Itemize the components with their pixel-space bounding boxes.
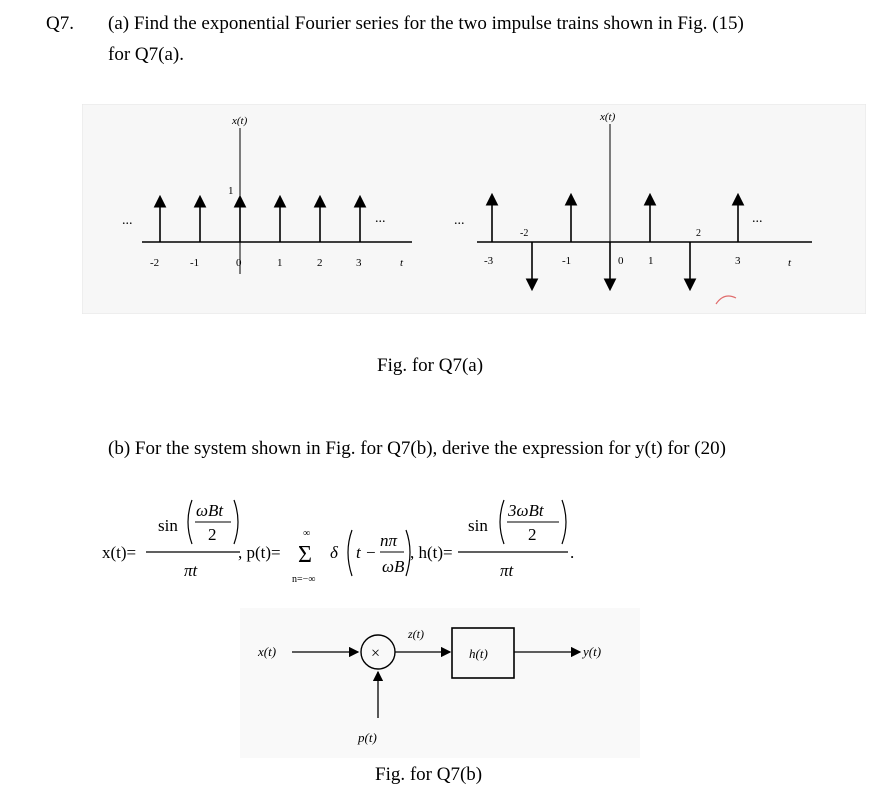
- pi-t: πt: [184, 561, 198, 580]
- figure-q7a: [82, 104, 866, 314]
- figure-b-caption: Fig. for Q7(b): [375, 764, 483, 785]
- left-ellipsis: ...: [122, 213, 133, 228]
- tick-label: -3: [484, 255, 494, 267]
- period: .: [570, 543, 575, 562]
- question-number: Q7.: [46, 13, 74, 34]
- left-ellipsis: ...: [454, 213, 465, 228]
- block-label: h(t): [469, 646, 488, 661]
- part-a-text-line1: (a) Find the exponential Fourier series for the two impulse trains shown in Fig. (15): [108, 13, 744, 34]
- tick-label: 0: [236, 257, 242, 269]
- figure-a-caption: Fig. for Q7(a): [377, 355, 484, 376]
- two-text: 2: [208, 525, 217, 544]
- output-label: y(t): [583, 644, 602, 659]
- p-label: p(t): [358, 730, 377, 745]
- h-lhs: , h(t)=: [410, 543, 453, 562]
- sigma: Σ: [298, 542, 312, 568]
- tick-label: 2: [317, 257, 323, 269]
- part-a-text-line2: for Q7(a).: [108, 44, 184, 65]
- tick-label: 3: [735, 255, 741, 267]
- sum-lower: n=−∞: [292, 574, 316, 585]
- x-lhs: x(t)=: [102, 543, 137, 562]
- tick-label: 1: [277, 257, 283, 269]
- delta: δ: [330, 543, 338, 562]
- tick-label: -2: [150, 257, 160, 269]
- sum-upper: ∞: [303, 528, 311, 539]
- three-omega-b-t: 3ωBt: [508, 501, 544, 520]
- omega-b-t: ωBt: [196, 501, 224, 520]
- two-text: 2: [528, 525, 537, 544]
- tick-label: -1: [562, 255, 572, 267]
- sin-text: sin: [158, 516, 178, 535]
- impulse-height-label: 1: [228, 185, 234, 197]
- left-xlabel: t: [400, 257, 404, 269]
- right-ellipsis: ...: [752, 211, 763, 226]
- tick-label: 0: [618, 255, 624, 267]
- diagram-background: [240, 608, 640, 758]
- equation-block: [100, 492, 600, 602]
- z-label: z(t): [408, 627, 424, 641]
- tick-label: 1: [648, 255, 654, 267]
- paren-left: [500, 500, 504, 544]
- paren-left: [348, 530, 352, 576]
- n-pi: nπ: [380, 531, 398, 550]
- impulse-mark: -2: [520, 228, 529, 239]
- right-ylabel: x(t): [600, 111, 616, 123]
- left-ylabel: x(t): [232, 115, 248, 127]
- impulse-mark: 2: [696, 228, 701, 239]
- tick-label: -1: [190, 257, 200, 269]
- paren-left: [188, 500, 192, 544]
- tick-label: 3: [356, 257, 362, 269]
- pi-t: πt: [500, 561, 514, 580]
- omega-b: ωB: [382, 557, 405, 576]
- sin-text: sin: [468, 516, 488, 535]
- block-diagram: [240, 608, 640, 758]
- paren-right: [234, 500, 238, 544]
- input-label: x(t): [258, 644, 277, 659]
- p-lhs: , p(t)=: [238, 543, 281, 562]
- right-ellipsis: ...: [375, 211, 386, 226]
- part-b-text: (b) For the system shown in Fig. for Q7(b), derive the expression for y(t) for (20): [108, 438, 726, 459]
- right-xlabel: t: [788, 257, 792, 269]
- paren-right: [562, 500, 566, 544]
- t-minus: t −: [356, 543, 377, 562]
- multiplier-symbol: ×: [371, 645, 381, 662]
